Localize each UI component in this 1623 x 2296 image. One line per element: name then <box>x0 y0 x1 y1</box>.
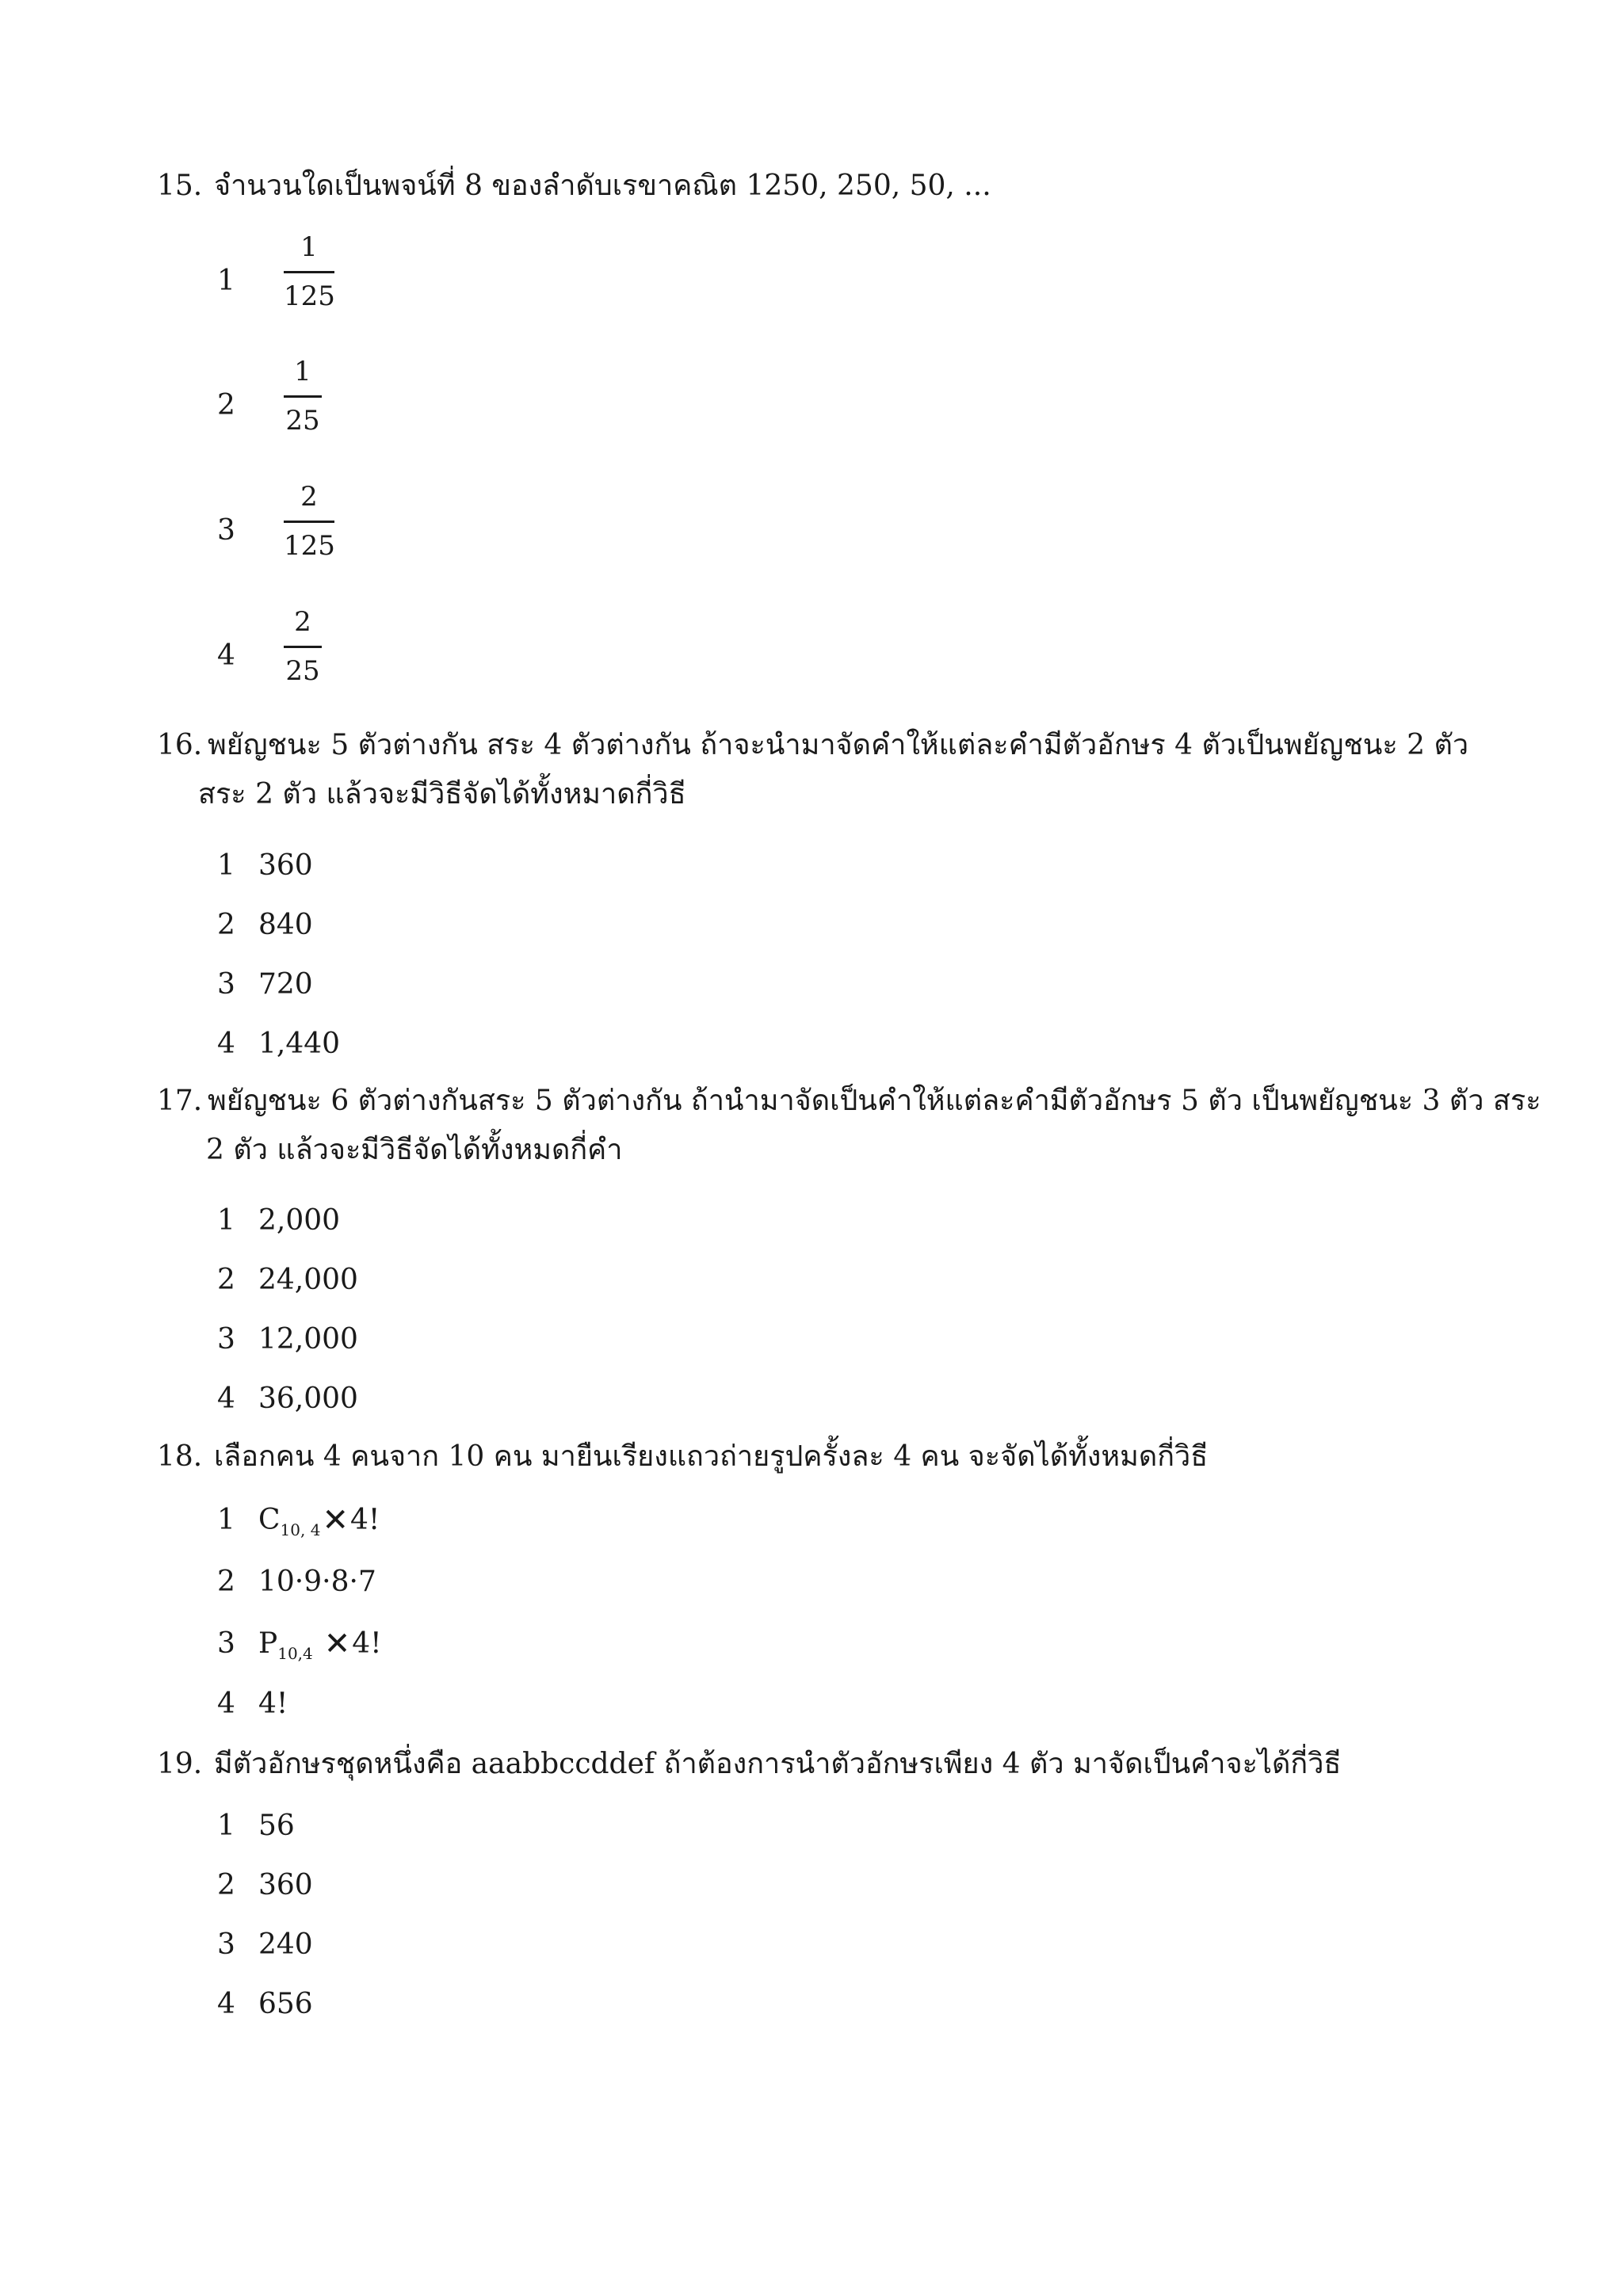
option-number: 1 <box>217 1810 235 1842</box>
option-expression <box>258 1502 380 1548</box>
option-number: 2 <box>217 389 235 421</box>
question-19 <box>157 1746 1504 1783</box>
option-number: 3 <box>217 1928 235 1961</box>
multiply-icon: ✕ <box>323 1626 351 1662</box>
option-16-2 <box>217 907 534 944</box>
numerator: 2 <box>294 606 311 638</box>
expression-subscript: 10,4 <box>277 1644 313 1663</box>
option-number: 3 <box>217 1323 235 1356</box>
option-value: 360 <box>258 1869 313 1901</box>
option-19-3 <box>217 1927 534 1963</box>
question-18 <box>157 1439 1504 1475</box>
question-number: 15. <box>157 170 203 202</box>
question-text: พยัญชนะ 5 ตัวต่างกัน สระ 4 ตัวต่างกัน ถ้าจะนำมาจัดคำให้แต่ละคำมีตัวอักษร 4 ตัวเป็นพยัญชนะ 2 ตัว <box>208 729 1469 761</box>
option-value: 360 <box>258 849 313 882</box>
option-number: 4 <box>217 1988 235 2020</box>
option-number: 4 <box>217 1383 235 1415</box>
option-number: 1 <box>217 265 235 297</box>
denominator: 125 <box>284 280 335 312</box>
option-value: 12,000 <box>258 1323 358 1356</box>
option-number: 3 <box>217 514 235 547</box>
option-expression <box>258 1626 382 1672</box>
option-18-2 <box>217 1564 534 1600</box>
option-value: 36,000 <box>258 1383 358 1415</box>
question-number: 19. <box>157 1748 203 1780</box>
question-number: 16. <box>157 729 203 761</box>
option-17-3 <box>217 1322 534 1358</box>
option-number: 4 <box>217 1028 235 1060</box>
option-number: 3 <box>217 968 235 1001</box>
option-value: 1,440 <box>258 1028 341 1060</box>
question-text-continued: สระ 2 ตัว แล้วจะมีวิธีจัดได้ทั้งหมาดกี่วิธี <box>198 778 686 810</box>
question-number: 18. <box>157 1440 203 1473</box>
question-number: 17. <box>157 1085 203 1117</box>
fraction-bar <box>284 271 334 273</box>
question-text: จำนวนใดเป็นพจน์ที่ 8 ของลำดับเรขาคณิต 1250, 250, 50, ... <box>214 170 991 202</box>
expression-rest: 4! <box>349 1504 380 1536</box>
option-value: 720 <box>258 968 313 1001</box>
fraction-bar <box>284 395 322 398</box>
question-text: เลือกคน 4 คนจาก 10 คน มายืนเรียงแถวถ่ายรูปครั้งละ 4 คน จะจัดได้ทั้งหมดกี่วิธี <box>214 1440 1209 1473</box>
expression-base: C <box>258 1504 281 1536</box>
question-16 <box>157 727 1504 814</box>
fraction-15-2 <box>277 356 328 443</box>
option-value: 56 <box>258 1810 295 1842</box>
denominator: 25 <box>285 655 320 687</box>
option-value: 656 <box>258 1988 313 2020</box>
option-18-1 <box>217 1502 534 1542</box>
option-19-4 <box>217 1986 534 2023</box>
option-number: 1 <box>217 1204 235 1237</box>
option-16-4 <box>217 1026 534 1062</box>
option-value: 4! <box>258 1688 288 1720</box>
question-text: มีตัวอักษรชุดหนึ่งคือ aaabbccddef ถ้าต้องการนำตัวอักษรเพียง 4 ตัว มาจัดเป็นคำจะได้กี่วิธี <box>214 1748 1342 1780</box>
option-number: 4 <box>217 1688 235 1720</box>
numerator: 1 <box>300 231 318 263</box>
question-15 <box>157 168 1504 204</box>
option-18-3 <box>217 1626 534 1665</box>
expression-rest: 4! <box>352 1627 382 1660</box>
expression-base: P <box>258 1627 278 1660</box>
expression-subscript: 10, 4 <box>280 1520 321 1539</box>
fraction-15-4 <box>277 606 328 693</box>
option-17-4 <box>217 1381 534 1417</box>
option-number: 3 <box>217 1627 235 1660</box>
question-17 <box>157 1083 1541 1170</box>
option-value: 240 <box>258 1928 313 1961</box>
option-19-2 <box>217 1867 534 1904</box>
fraction-15-3 <box>284 481 334 568</box>
option-18-4 <box>217 1686 534 1722</box>
question-text: พยัญชนะ 6 ตัวต่างกันสระ 5 ตัวต่างกัน ถ้านำมาจัดเป็นคำให้แต่ละคำมีตัวอักษร 5 ตัว เป็นพยัญชนะ 3 ตัว สระ <box>208 1085 1541 1117</box>
option-number: 4 <box>217 639 235 672</box>
numerator: 1 <box>294 356 311 387</box>
question-text-continued: 2 ตัว แล้วจะมีวิธีจัดได้ทั้งหมดกี่คำ <box>206 1134 623 1166</box>
fraction-15-1 <box>284 231 334 318</box>
option-17-2 <box>217 1262 534 1299</box>
option-number: 1 <box>217 1504 235 1536</box>
multiply-icon: ✕ <box>322 1502 349 1539</box>
option-value: 840 <box>258 909 313 941</box>
option-number: 2 <box>217 909 235 941</box>
option-number: 2 <box>217 1869 235 1901</box>
option-number: 1 <box>217 849 235 882</box>
option-value: 24,000 <box>258 1264 358 1296</box>
option-16-1 <box>217 848 534 884</box>
option-number: 2 <box>217 1264 235 1296</box>
option-19-1 <box>217 1808 534 1844</box>
denominator: 25 <box>285 405 320 437</box>
fraction-bar <box>284 646 322 648</box>
option-value: 10·9·8·7 <box>258 1566 376 1598</box>
option-16-3 <box>217 967 534 1003</box>
option-value: 2,000 <box>258 1204 341 1237</box>
fraction-bar <box>284 521 334 523</box>
numerator: 2 <box>300 481 318 513</box>
denominator: 125 <box>284 530 335 562</box>
option-17-1 <box>217 1203 534 1239</box>
option-number: 2 <box>217 1566 235 1598</box>
